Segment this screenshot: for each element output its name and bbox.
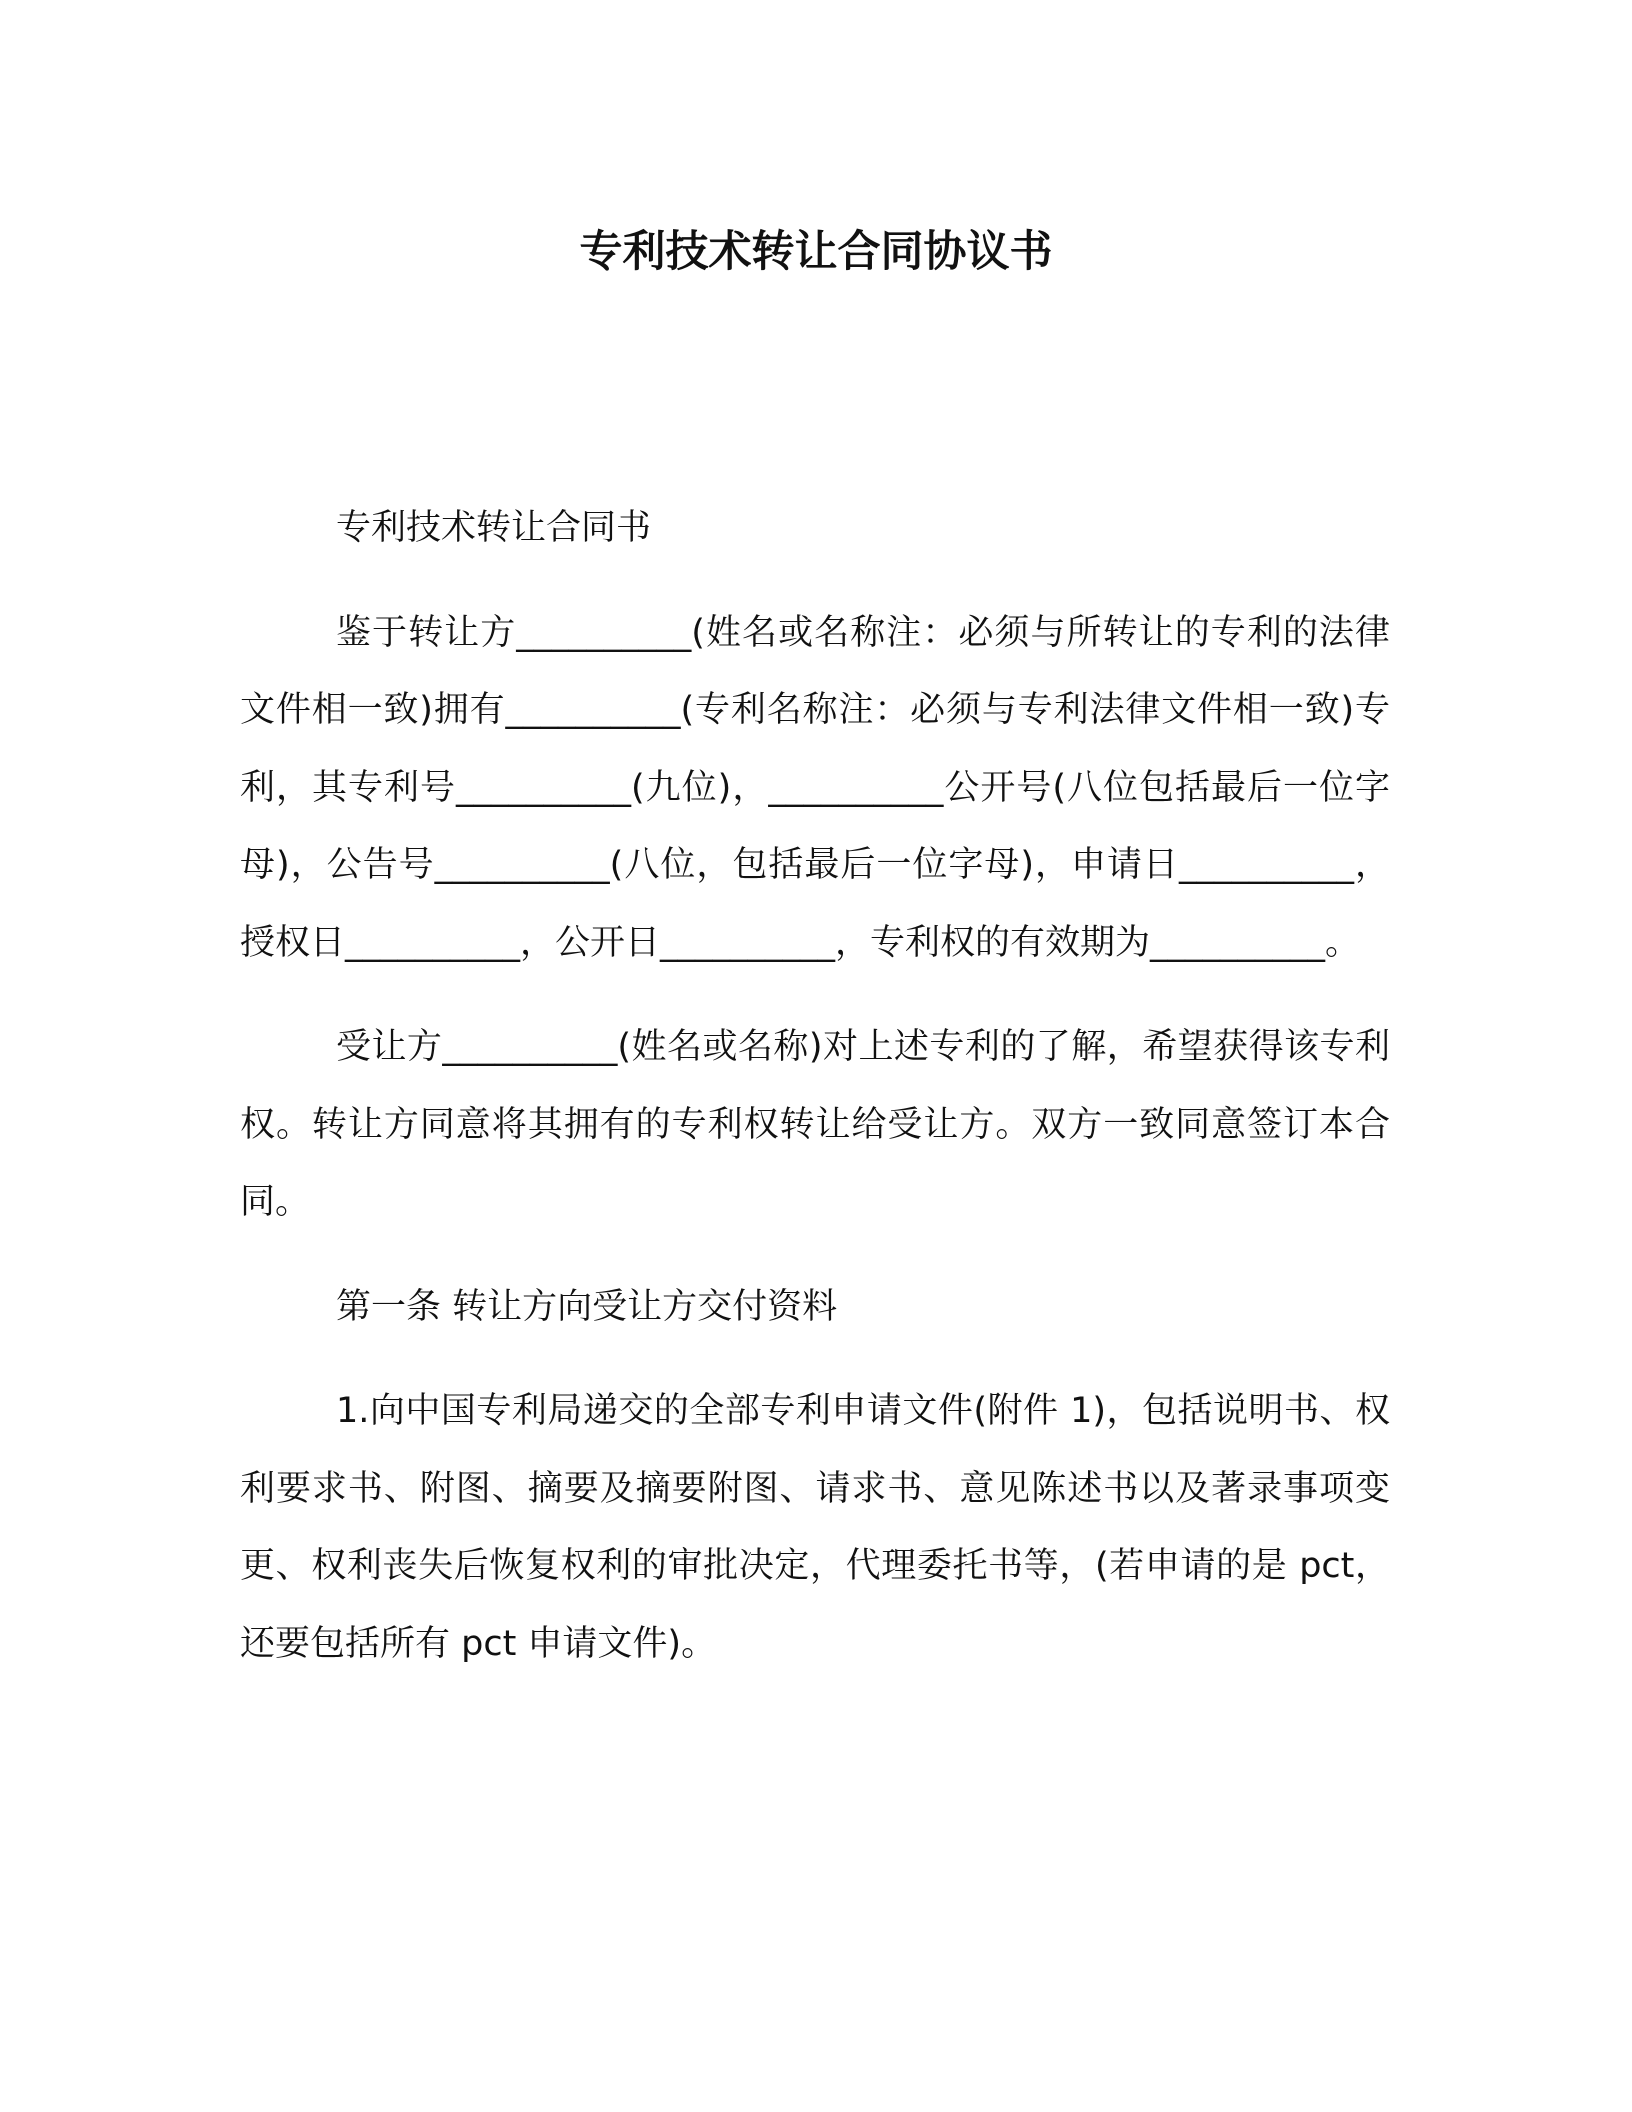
article-item-1: 1.向中国专利局递交的全部专利申请文件(附件 1)，包括说明书、权利要求书、附图、摘要及摘要附图、请求书、意见陈述书以及著录事项变更、权利丧失后恢复权利的审批决定，代理委托书等，(若申请的是 pct，还要包括所有 pct 申请文件)。 <box>240 1391 1390 1664</box>
document-title: 专利技术转让合同协议书 <box>579 227 1053 277</box>
paragraph-recital-transferee: 受让方__________(姓名或名称)对上述专利的了解，希望获得该专利权。转让方同意将其拥有的专利权转让给受让方。双方一致同意签订本合同。 <box>240 1027 1390 1222</box>
document-body <box>240 490 1390 1683</box>
article-heading: 第一条 转让方向受让方交付资料 <box>336 1286 838 1327</box>
paragraph-recital-transferor: 鉴于转让方__________(姓名或名称注：必须与所转让的专利的法律文件相一致)拥有__________(专利名称注：必须与专利法律文件相一致)专利，其专利号__________(九位)，__________公开号(八位包括最后一位字母)，公告号__________(八位，包括最后一位字母)，申请日__________，授权日__________，公开日__________，专利权的有效期为__________。 <box>240 612 1390 963</box>
contract-subtitle: 专利技术转让合同书 <box>336 508 652 548</box>
